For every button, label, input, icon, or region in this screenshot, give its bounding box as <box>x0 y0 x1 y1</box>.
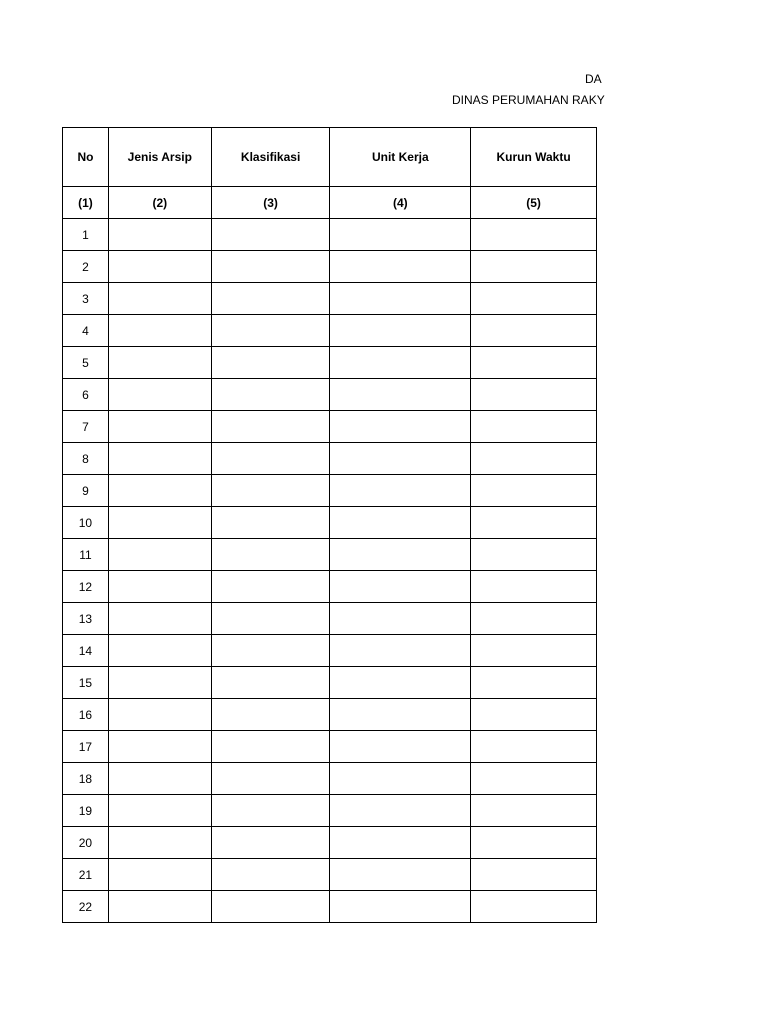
table-row <box>63 571 597 603</box>
unit-kerja-cell <box>330 891 471 923</box>
jenis-arsip-cell <box>108 507 211 539</box>
kurun-waktu-cell <box>471 795 597 827</box>
kurun-waktu-cell <box>471 699 597 731</box>
document-title-line-2: DINAS PERUMAHAN RAKY <box>452 93 605 107</box>
klasifikasi-cell <box>211 571 330 603</box>
document-title-line-1: DA <box>585 72 602 86</box>
header-jenis-arsip: Jenis Arsip <box>108 128 211 187</box>
klasifikasi-cell <box>211 379 330 411</box>
unit-kerja-cell <box>330 795 471 827</box>
table-row <box>63 667 597 699</box>
row-number: 12 <box>63 571 109 603</box>
jenis-arsip-cell <box>108 667 211 699</box>
klasifikasi-cell <box>211 475 330 507</box>
kurun-waktu-cell <box>471 603 597 635</box>
kurun-waktu-cell <box>471 219 597 251</box>
jenis-arsip-cell <box>108 475 211 507</box>
table-row <box>63 635 597 667</box>
jenis-arsip-cell <box>108 731 211 763</box>
row-number: 20 <box>63 827 109 859</box>
row-number: 7 <box>63 411 109 443</box>
unit-kerja-cell <box>330 315 471 347</box>
kurun-waktu-cell <box>471 411 597 443</box>
klasifikasi-cell <box>211 795 330 827</box>
row-number: 16 <box>63 699 109 731</box>
row-number: 10 <box>63 507 109 539</box>
table-row <box>63 219 597 251</box>
row-number: 8 <box>63 443 109 475</box>
klasifikasi-cell <box>211 603 330 635</box>
table-row <box>63 283 597 315</box>
header-kurun-waktu: Kurun Waktu <box>471 128 597 187</box>
klasifikasi-cell <box>211 891 330 923</box>
unit-kerja-cell <box>330 635 471 667</box>
jenis-arsip-cell <box>108 315 211 347</box>
klasifikasi-cell <box>211 219 330 251</box>
kurun-waktu-cell <box>471 635 597 667</box>
klasifikasi-cell <box>211 827 330 859</box>
row-number: 2 <box>63 251 109 283</box>
row-number: 15 <box>63 667 109 699</box>
column-number-2: (2) <box>108 187 211 219</box>
table-row <box>63 507 597 539</box>
row-number: 21 <box>63 859 109 891</box>
unit-kerja-cell <box>330 859 471 891</box>
kurun-waktu-cell <box>471 379 597 411</box>
jenis-arsip-cell <box>108 219 211 251</box>
table-row <box>63 731 597 763</box>
jenis-arsip-cell <box>108 603 211 635</box>
kurun-waktu-cell <box>471 891 597 923</box>
unit-kerja-cell <box>330 443 471 475</box>
table-body <box>63 219 597 923</box>
column-number-4: (4) <box>330 187 471 219</box>
kurun-waktu-cell <box>471 251 597 283</box>
jenis-arsip-cell <box>108 763 211 795</box>
unit-kerja-cell <box>330 603 471 635</box>
unit-kerja-cell <box>330 699 471 731</box>
jenis-arsip-cell <box>108 571 211 603</box>
table-row <box>63 443 597 475</box>
table-header-row <box>63 128 597 187</box>
row-number: 17 <box>63 731 109 763</box>
kurun-waktu-cell <box>471 347 597 379</box>
unit-kerja-cell <box>330 539 471 571</box>
row-number: 1 <box>63 219 109 251</box>
column-number-3: (3) <box>211 187 330 219</box>
kurun-waktu-cell <box>471 539 597 571</box>
table-row <box>63 859 597 891</box>
jenis-arsip-cell <box>108 699 211 731</box>
jenis-arsip-cell <box>108 411 211 443</box>
row-number: 9 <box>63 475 109 507</box>
klasifikasi-cell <box>211 443 330 475</box>
table-row <box>63 411 597 443</box>
klasifikasi-cell <box>211 731 330 763</box>
table-row <box>63 251 597 283</box>
kurun-waktu-cell <box>471 859 597 891</box>
row-number: 4 <box>63 315 109 347</box>
archive-list-table <box>62 127 597 923</box>
jenis-arsip-cell <box>108 539 211 571</box>
jenis-arsip-cell <box>108 795 211 827</box>
table-row <box>63 603 597 635</box>
klasifikasi-cell <box>211 539 330 571</box>
klasifikasi-cell <box>211 315 330 347</box>
klasifikasi-cell <box>211 251 330 283</box>
klasifikasi-cell <box>211 283 330 315</box>
unit-kerja-cell <box>330 347 471 379</box>
unit-kerja-cell <box>330 827 471 859</box>
table-row <box>63 699 597 731</box>
kurun-waktu-cell <box>471 283 597 315</box>
klasifikasi-cell <box>211 667 330 699</box>
unit-kerja-cell <box>330 571 471 603</box>
jenis-arsip-cell <box>108 891 211 923</box>
row-number: 3 <box>63 283 109 315</box>
column-number-5: (5) <box>471 187 597 219</box>
row-number: 5 <box>63 347 109 379</box>
unit-kerja-cell <box>330 507 471 539</box>
row-number: 6 <box>63 379 109 411</box>
table-row <box>63 315 597 347</box>
unit-kerja-cell <box>330 283 471 315</box>
unit-kerja-cell <box>330 667 471 699</box>
row-number: 14 <box>63 635 109 667</box>
unit-kerja-cell <box>330 763 471 795</box>
jenis-arsip-cell <box>108 379 211 411</box>
table-row <box>63 539 597 571</box>
row-number: 18 <box>63 763 109 795</box>
row-number: 13 <box>63 603 109 635</box>
header-unit-kerja: Unit Kerja <box>330 128 471 187</box>
header-no: No <box>63 128 109 187</box>
kurun-waktu-cell <box>471 763 597 795</box>
kurun-waktu-cell <box>471 667 597 699</box>
unit-kerja-cell <box>330 251 471 283</box>
table-row <box>63 475 597 507</box>
klasifikasi-cell <box>211 763 330 795</box>
table-row <box>63 347 597 379</box>
column-number-row <box>63 187 597 219</box>
kurun-waktu-cell <box>471 827 597 859</box>
table-row <box>63 795 597 827</box>
kurun-waktu-cell <box>471 315 597 347</box>
klasifikasi-cell <box>211 859 330 891</box>
row-number: 11 <box>63 539 109 571</box>
row-number: 19 <box>63 795 109 827</box>
jenis-arsip-cell <box>108 827 211 859</box>
kurun-waktu-cell <box>471 443 597 475</box>
kurun-waktu-cell <box>471 475 597 507</box>
row-number: 22 <box>63 891 109 923</box>
klasifikasi-cell <box>211 635 330 667</box>
kurun-waktu-cell <box>471 731 597 763</box>
jenis-arsip-cell <box>108 347 211 379</box>
table-row <box>63 891 597 923</box>
unit-kerja-cell <box>330 411 471 443</box>
kurun-waktu-cell <box>471 507 597 539</box>
klasifikasi-cell <box>211 699 330 731</box>
unit-kerja-cell <box>330 379 471 411</box>
klasifikasi-cell <box>211 507 330 539</box>
unit-kerja-cell <box>330 475 471 507</box>
header-klasifikasi: Klasifikasi <box>211 128 330 187</box>
column-number-1: (1) <box>63 187 109 219</box>
jenis-arsip-cell <box>108 635 211 667</box>
jenis-arsip-cell <box>108 251 211 283</box>
table-row <box>63 379 597 411</box>
jenis-arsip-cell <box>108 283 211 315</box>
table-row <box>63 763 597 795</box>
klasifikasi-cell <box>211 411 330 443</box>
kurun-waktu-cell <box>471 571 597 603</box>
table-row <box>63 827 597 859</box>
unit-kerja-cell <box>330 219 471 251</box>
klasifikasi-cell <box>211 347 330 379</box>
jenis-arsip-cell <box>108 443 211 475</box>
jenis-arsip-cell <box>108 859 211 891</box>
unit-kerja-cell <box>330 731 471 763</box>
